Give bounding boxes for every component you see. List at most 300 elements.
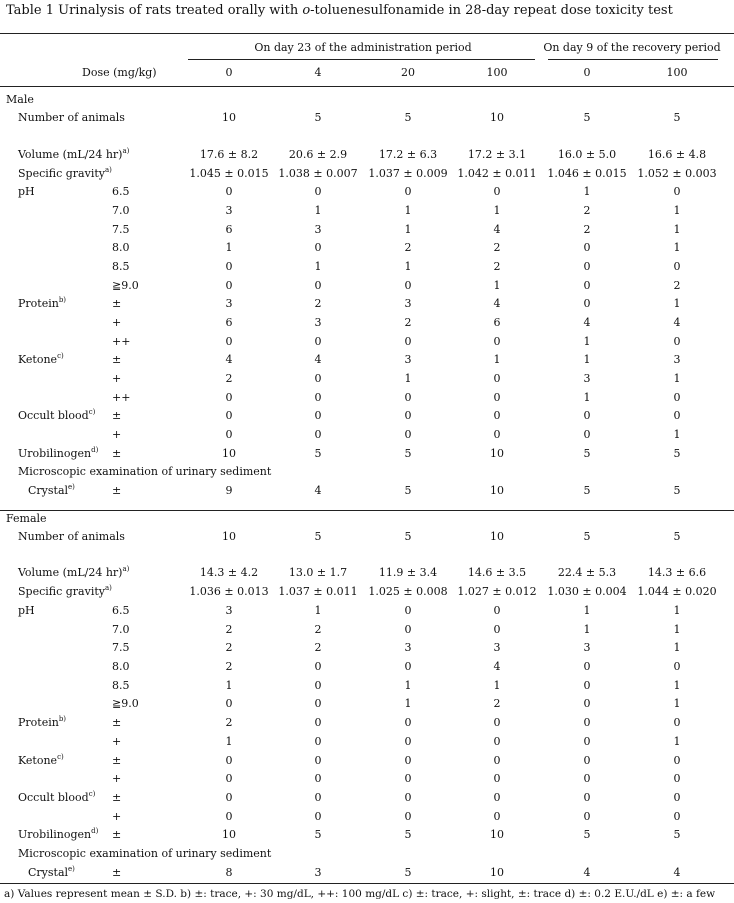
table-cell: 1 — [404, 223, 412, 236]
table-cell: 10 — [490, 866, 504, 879]
row-sublabel: + — [112, 428, 122, 441]
row-label — [28, 485, 75, 497]
table-cell: 0 — [493, 772, 501, 785]
table-cell: 0 — [225, 810, 233, 823]
row-label-text: Protein — [18, 297, 59, 310]
row-label-text: pH — [18, 604, 35, 617]
table-cell: 1 — [493, 279, 501, 292]
table-cell: 1.037 ± 0.009 — [368, 167, 448, 180]
row-sublabel: ± — [112, 754, 122, 767]
row-sublabel: ± — [112, 791, 122, 804]
table-cell: 1.042 ± 0.011 — [457, 167, 537, 180]
table-cell: 2 — [404, 316, 412, 329]
row-sublabel: + — [112, 735, 122, 748]
row-sublabel: ± — [112, 828, 122, 841]
table-cell: 0 — [583, 735, 591, 748]
table-cell: 0 — [673, 409, 681, 422]
table-cell: 2 — [404, 241, 412, 254]
dose-header-cell: 100 — [666, 66, 688, 79]
table-cell: 1 — [583, 353, 591, 366]
row-label — [28, 867, 75, 879]
row-sublabel: 8.0 — [112, 660, 130, 673]
table-cell: 4 — [583, 866, 591, 879]
table-cell: 4 — [493, 660, 501, 673]
row-label-text: Ketone — [18, 353, 58, 366]
table-cell: 1 — [314, 204, 322, 217]
table-cell: 0 — [314, 335, 322, 348]
table-cell: 1 — [225, 735, 233, 748]
table-cell: 0 — [314, 735, 322, 748]
table-cell: 1 — [404, 260, 412, 273]
table-cell: 0 — [314, 279, 322, 292]
table-cell: 10 — [222, 111, 236, 124]
table-cell: 1 — [225, 679, 233, 692]
table-cell: 5 — [583, 484, 591, 497]
table-cell: 0 — [314, 810, 322, 823]
table-cell: 0 — [673, 660, 681, 673]
header-admin-group: On day 23 of the administration period — [254, 41, 472, 54]
row-label — [18, 755, 64, 767]
table-cell: 17.2 ± 3.1 — [467, 148, 527, 161]
table-cell: 0 — [404, 660, 412, 673]
footnote-marker: e) — [68, 865, 75, 873]
table-cell: 0 — [583, 716, 591, 729]
table-cell: 5 — [583, 530, 591, 543]
table-cell: 1 — [225, 241, 233, 254]
row-sublabel: 6.5 — [112, 604, 130, 617]
table-cell: 0 — [225, 428, 233, 441]
table-cell: 1 — [673, 297, 681, 310]
table-cell: 1 — [493, 679, 501, 692]
row-label — [18, 354, 64, 366]
table-cell: 0 — [314, 697, 322, 710]
row-sublabel: ≧9.0 — [112, 697, 139, 710]
table-cell: 1 — [493, 204, 501, 217]
table-cell: 0 — [493, 391, 501, 404]
table-cell: 14.3 ± 4.2 — [199, 566, 259, 579]
row-label — [18, 792, 95, 804]
table-cell: 2 — [314, 641, 322, 654]
table-cell: 0 — [404, 754, 412, 767]
table-cell: 1 — [314, 604, 322, 617]
table-cell: 2 — [493, 241, 501, 254]
table-cell: 0 — [583, 279, 591, 292]
row-label — [18, 829, 98, 841]
table-cell: 2 — [314, 297, 322, 310]
table-cell: 0 — [583, 241, 591, 254]
table-cell: 22.4 ± 5.3 — [557, 566, 617, 579]
table-cell: 0 — [673, 391, 681, 404]
table-cell: 3 — [314, 223, 322, 236]
row-label-text: Crystal — [28, 484, 69, 497]
table-cell: 0 — [493, 185, 501, 198]
table-cell: 0 — [493, 735, 501, 748]
table-cell: 1.037 ± 0.011 — [278, 585, 358, 598]
table-cell: 2 — [225, 660, 233, 673]
table-cell: 0 — [673, 754, 681, 767]
table-cell: 1 — [404, 372, 412, 385]
footnote-marker: a) — [122, 147, 130, 155]
table-cell: 3 — [673, 353, 681, 366]
table-cell: 0 — [583, 679, 591, 692]
table-cell: 3 — [404, 641, 412, 654]
table-cell: 20.6 ± 2.9 — [288, 148, 348, 161]
table-cell: 0 — [493, 716, 501, 729]
table-cell: 1 — [583, 391, 591, 404]
table-cell: 5 — [583, 447, 591, 460]
table-cell: 0 — [583, 754, 591, 767]
table-cell: 0 — [225, 335, 233, 348]
row-sublabel: ++ — [112, 391, 131, 404]
row-label — [18, 531, 125, 543]
table-cell: 5 — [314, 828, 322, 841]
dose-label: Dose (mg/kg) — [82, 66, 157, 79]
table-cell: 0 — [314, 409, 322, 422]
footnote-marker: b) — [58, 296, 67, 304]
table-cell: 5 — [314, 530, 322, 543]
table-cell: 0 — [314, 660, 322, 673]
dose-header-cell: 0 — [225, 66, 233, 79]
table-cell: 0 — [583, 409, 591, 422]
table-cell: 5 — [673, 111, 681, 124]
table-cell: 0 — [493, 623, 501, 636]
table-cell: 10 — [490, 530, 504, 543]
table-cell: 6 — [225, 223, 233, 236]
table-cell: 1 — [673, 204, 681, 217]
table-cell: 0 — [404, 409, 412, 422]
row-sublabel: + — [112, 772, 122, 785]
table-cell: 11.9 ± 3.4 — [378, 566, 438, 579]
table-cell: 1.036 ± 0.013 — [189, 585, 269, 598]
row-sublabel: + — [112, 372, 122, 385]
table-cell: 0 — [314, 241, 322, 254]
row-label — [18, 848, 271, 860]
table-cell: 2 — [493, 697, 501, 710]
admin-group-rule — [188, 59, 535, 60]
table-cell: 0 — [583, 810, 591, 823]
table-cell: 0 — [673, 772, 681, 785]
table-cell: 0 — [583, 428, 591, 441]
table-cell: 0 — [404, 279, 412, 292]
table-cell: 1 — [673, 641, 681, 654]
table-cell: 0 — [314, 791, 322, 804]
row-label-text: Number of animals — [18, 111, 125, 124]
table-cell: 5 — [673, 530, 681, 543]
bottom-rule — [0, 883, 734, 884]
table-cell: 10 — [490, 484, 504, 497]
row-label — [18, 410, 95, 422]
table-cell: 0 — [225, 185, 233, 198]
row-label-text: pH — [18, 185, 35, 198]
table-cell: 2 — [225, 716, 233, 729]
table-cell: 0 — [673, 260, 681, 273]
table-cell: 5 — [404, 530, 412, 543]
row-label-text: Occult blood — [18, 409, 89, 422]
table-cell: 0 — [673, 335, 681, 348]
table-cell: 0 — [225, 260, 233, 273]
row-label-text: Crystal — [28, 866, 69, 879]
table-cell: 0 — [404, 791, 412, 804]
table-cell: 0 — [225, 791, 233, 804]
row-sublabel: 7.5 — [112, 641, 130, 654]
row-label — [18, 567, 129, 579]
table-cell: 1 — [583, 604, 591, 617]
table-cell: 0 — [493, 372, 501, 385]
table-cell: 10 — [490, 447, 504, 460]
row-label — [18, 186, 35, 198]
recovery-group-rule — [548, 59, 718, 60]
row-sublabel: 7.0 — [112, 623, 130, 636]
table-cell: 5 — [404, 828, 412, 841]
row-label-text: Protein — [18, 716, 59, 729]
table-cell: 0 — [493, 754, 501, 767]
row-sublabel: ± — [112, 353, 122, 366]
table-cell: 0 — [314, 428, 322, 441]
table-cell: 1.030 ± 0.004 — [547, 585, 627, 598]
table-cell: 0 — [404, 810, 412, 823]
table-cell: 5 — [583, 111, 591, 124]
table-cell: 0 — [314, 716, 322, 729]
row-sublabel: 8.5 — [112, 260, 130, 273]
table-cell: 1.025 ± 0.008 — [368, 585, 448, 598]
table-cell: 2 — [493, 260, 501, 273]
table-cell: 10 — [222, 530, 236, 543]
row-sublabel: ± — [112, 409, 122, 422]
table-cell: 0 — [314, 372, 322, 385]
table-cell: 1 — [673, 223, 681, 236]
table-cell: 8 — [225, 866, 233, 879]
table-cell: 0 — [225, 772, 233, 785]
row-sublabel: 8.5 — [112, 679, 130, 692]
row-label — [18, 466, 271, 478]
dose-header-cell: 100 — [486, 66, 508, 79]
table-cell: 17.6 ± 8.2 — [199, 148, 259, 161]
row-sublabel: ± — [112, 484, 122, 497]
row-sublabel: ± — [112, 297, 122, 310]
footnote-marker: a) — [105, 166, 112, 174]
table-cell: 1 — [404, 697, 412, 710]
table-cell: 14.3 ± 6.6 — [647, 566, 707, 579]
table-cell: 2 — [225, 623, 233, 636]
row-sublabel: 7.5 — [112, 223, 130, 236]
table-cell: 0 — [493, 409, 501, 422]
row-label-text: Ketone — [18, 754, 58, 767]
table-cell: 3 — [583, 372, 591, 385]
top-rule — [0, 33, 734, 34]
footnote: a) Values represent mean ± S.D. b) ±: trace, +: 30 mg/dL, ++: 100 mg/dL c) ±: trace, +: slight, ±: trace d) ±: 0.2 E.U./dL e) ±: a few — [4, 888, 716, 900]
table-cell: 3 — [404, 353, 412, 366]
table-cell: 14.6 ± 3.5 — [467, 566, 527, 579]
table-cell: 0 — [314, 679, 322, 692]
table-cell: 1.044 ± 0.020 — [637, 585, 717, 598]
footnote-marker: a) — [122, 565, 130, 573]
row-sublabel: + — [112, 316, 122, 329]
row-sublabel: ≧9.0 — [112, 279, 139, 292]
footnote-marker: c) — [88, 790, 96, 798]
section-divider — [0, 510, 734, 511]
footnote-marker: d) — [91, 827, 99, 835]
footnote-marker: c) — [57, 753, 64, 761]
table-cell: 4 — [673, 316, 681, 329]
table-cell: 5 — [673, 447, 681, 460]
row-label-text: Urobilinogen — [18, 828, 92, 841]
table-cell: 0 — [673, 791, 681, 804]
table-cell: 0 — [225, 754, 233, 767]
table-cell: 2 — [225, 372, 233, 385]
row-label-text: Microscopic examination of urinary sediment — [18, 847, 272, 860]
table-cell: 1.027 ± 0.012 — [457, 585, 537, 598]
table-cell: 0 — [404, 428, 412, 441]
table-cell: 6 — [493, 316, 501, 329]
table-cell: 4 — [583, 316, 591, 329]
table-cell: 0 — [404, 735, 412, 748]
row-sublabel: ++ — [112, 335, 131, 348]
table-cell: 0 — [404, 623, 412, 636]
table-cell: 5 — [404, 111, 412, 124]
table-cell: 1 — [583, 623, 591, 636]
table-cell: 4 — [673, 866, 681, 879]
row-sublabel: 7.0 — [112, 204, 130, 217]
row-label-text: Volume (mL/24 hr) — [18, 148, 123, 161]
footnote-marker: d) — [91, 446, 99, 454]
table-cell: 0 — [673, 185, 681, 198]
table-cell: 1 — [404, 679, 412, 692]
table-cell: 1 — [673, 735, 681, 748]
row-sublabel: 6.5 — [112, 185, 130, 198]
table-cell: 3 — [314, 866, 322, 879]
table-cell: 5 — [673, 484, 681, 497]
sex-label: Male — [6, 93, 34, 106]
table-cell: 5 — [404, 866, 412, 879]
table-cell: 1.046 ± 0.015 — [547, 167, 627, 180]
table-cell: 9 — [225, 484, 233, 497]
table-cell: 0 — [314, 772, 322, 785]
table-cell: 0 — [225, 409, 233, 422]
table-cell: 0 — [673, 810, 681, 823]
table-cell: 10 — [490, 828, 504, 841]
table-cell: 1 — [404, 204, 412, 217]
table-cell: 17.2 ± 6.3 — [378, 148, 438, 161]
table-cell: 1 — [673, 697, 681, 710]
table-cell: 0 — [493, 604, 501, 617]
table-cell: 3 — [225, 297, 233, 310]
row-label-text: Urobilinogen — [18, 447, 92, 460]
dose-header-cell: 20 — [401, 66, 415, 79]
table-cell: 1 — [673, 679, 681, 692]
table-cell: 1.052 ± 0.003 — [637, 167, 717, 180]
row-label-text: Occult blood — [18, 791, 89, 804]
table-cell: 4 — [314, 484, 322, 497]
table-cell: 10 — [222, 828, 236, 841]
table-cell: 1 — [673, 623, 681, 636]
row-sublabel: ± — [112, 866, 122, 879]
table-cell: 4 — [493, 297, 501, 310]
row-sublabel: ± — [112, 447, 122, 460]
table-cell: 0 — [583, 260, 591, 273]
table-cell: 16.6 ± 4.8 — [647, 148, 707, 161]
table-cell: 0 — [493, 428, 501, 441]
table-cell: 1 — [314, 260, 322, 273]
table-cell: 0 — [583, 772, 591, 785]
footnote-marker: c) — [88, 408, 96, 416]
row-sublabel: ± — [112, 716, 122, 729]
row-label-text: Number of animals — [18, 530, 125, 543]
table-cell: 1 — [673, 241, 681, 254]
table-cell: 16.0 ± 5.0 — [557, 148, 617, 161]
table-cell: 0 — [404, 185, 412, 198]
table-cell: 5 — [314, 447, 322, 460]
table-cell: 0 — [404, 772, 412, 785]
table-cell: 3 — [493, 641, 501, 654]
row-label — [18, 168, 112, 180]
row-label — [18, 717, 66, 729]
table-cell: 1 — [673, 372, 681, 385]
table-cell: 10 — [222, 447, 236, 460]
table-cell: 0 — [583, 791, 591, 804]
table-cell: 2 — [583, 204, 591, 217]
table-cell: 0 — [225, 279, 233, 292]
header-recovery-group: On day 9 of the recovery period — [543, 41, 721, 54]
table-cell: 0 — [314, 754, 322, 767]
table-cell: 0 — [583, 697, 591, 710]
table-cell: 5 — [673, 828, 681, 841]
table-cell: 3 — [583, 641, 591, 654]
header-bottom-rule — [0, 86, 734, 87]
table-cell: 5 — [583, 828, 591, 841]
table-cell: 0 — [314, 391, 322, 404]
row-label — [18, 605, 35, 617]
table-cell: 0 — [404, 716, 412, 729]
table-cell: 4 — [314, 353, 322, 366]
dose-header-cell: 0 — [583, 66, 591, 79]
table-cell: 0 — [583, 660, 591, 673]
table-cell: 0 — [404, 604, 412, 617]
table-cell: 2 — [314, 623, 322, 636]
table-cell: 0 — [225, 391, 233, 404]
table-cell: 0 — [404, 391, 412, 404]
table-cell: 13.0 ± 1.7 — [288, 566, 348, 579]
table-cell: 3 — [225, 604, 233, 617]
sex-label: Female — [6, 512, 47, 525]
table-cell: 3 — [225, 204, 233, 217]
row-label-text: Specific gravity — [18, 585, 105, 598]
table-cell: 0 — [314, 185, 322, 198]
table-cell: 2 — [583, 223, 591, 236]
row-sublabel: 8.0 — [112, 241, 130, 254]
row-label-text: Specific gravity — [18, 167, 105, 180]
table-cell: 2 — [225, 641, 233, 654]
row-label-text: Microscopic examination of urinary sediment — [18, 465, 272, 478]
table-cell: 5 — [404, 484, 412, 497]
footnote-marker: b) — [58, 715, 67, 723]
table-cell: 0 — [404, 335, 412, 348]
table-cell: 3 — [404, 297, 412, 310]
row-sublabel: + — [112, 810, 122, 823]
table-cell: 0 — [493, 335, 501, 348]
row-label — [18, 149, 129, 161]
table-cell: 1 — [583, 185, 591, 198]
row-label — [18, 448, 98, 460]
table-cell: 0 — [673, 716, 681, 729]
table-cell: 0 — [493, 791, 501, 804]
table-cell: 1 — [493, 353, 501, 366]
footnote-marker: c) — [57, 352, 64, 360]
table-cell: 1 — [673, 428, 681, 441]
table-cell: 4 — [225, 353, 233, 366]
table-cell: 4 — [493, 223, 501, 236]
table-cell: 6 — [225, 316, 233, 329]
table-cell: 0 — [225, 697, 233, 710]
